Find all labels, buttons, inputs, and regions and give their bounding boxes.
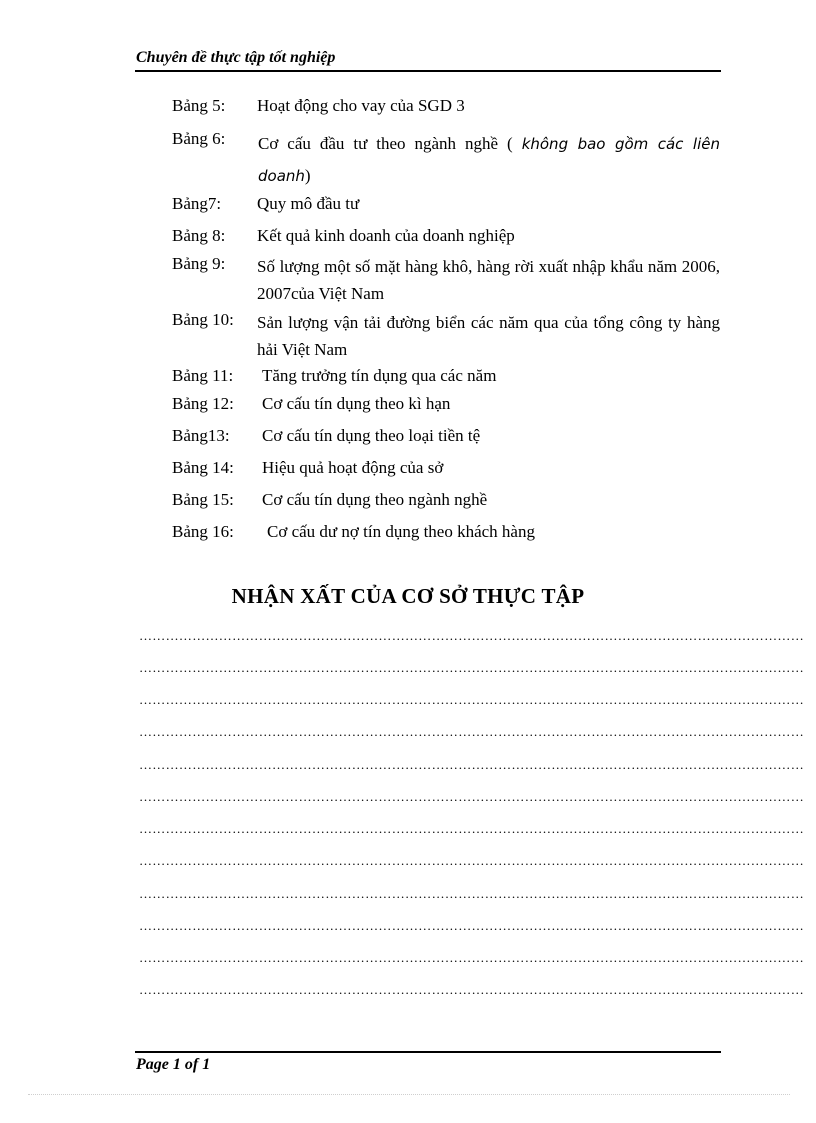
dotted-line: ……………………………………………………………………………………………………………………………………: [139, 757, 804, 772]
table-title: Cơ cấu đầu tư theo ngành nghề (: [258, 134, 513, 153]
dotted-line: ……………………………………………………………………………………………………………………………………: [139, 660, 804, 675]
table-label: Bảng 16:: [172, 522, 234, 541]
table-list-item: [172, 521, 720, 543]
table-list-item: [172, 225, 720, 247]
table-title: Quy mô đầu tư: [257, 194, 360, 213]
table-title: Số lượng một số mặt hàng khô, hàng rời xuất nhập khẩu năm 2006, 2007của Việt Nam: [257, 257, 720, 303]
page-number: Page 1 of 1: [136, 1056, 211, 1073]
table-label: Bảng 15:: [172, 490, 234, 509]
header-title: Chuyên đề thực tập tốt nghiệp: [136, 49, 336, 66]
table-list-item: [172, 489, 720, 511]
table-title: Cơ cấu tín dụng theo kì hạn: [262, 394, 451, 413]
table-list-item: [172, 193, 720, 215]
table-label: Bảng7:: [172, 194, 222, 213]
table-list-item: [172, 425, 720, 447]
table-label: Bảng 11:: [172, 366, 234, 385]
dotted-line: ……………………………………………………………………………………………………………………………………: [139, 724, 804, 739]
dotted-line: ……………………………………………………………………………………………………………………………………: [139, 628, 804, 643]
dotted-line: ……………………………………………………………………………………………………………………………………: [139, 692, 804, 707]
table-label: Bảng 14:: [172, 458, 234, 477]
table-title: Hoạt động cho vay của SGD 3: [257, 96, 465, 115]
table-label: Bảng 5:: [172, 96, 226, 115]
footer-rule: [135, 1051, 721, 1053]
section-title: NHẬN XẤT CỦA CƠ SỞ THỰC TẬP: [231, 584, 585, 608]
table-title-end: ): [304, 166, 311, 185]
table-title: Hiệu quả hoạt động của sở: [262, 458, 444, 477]
table-list-item: [172, 95, 720, 117]
table-label: Bảng 9:: [172, 254, 226, 273]
table-label: Bảng13:: [172, 426, 230, 445]
dotted-line: ……………………………………………………………………………………………………………………………………: [139, 918, 804, 933]
page-edge-divider: [28, 1094, 790, 1095]
table-list-item: [172, 309, 720, 359]
table-title: Cơ cấu tín dụng theo ngành nghề: [262, 490, 488, 509]
dotted-line: ……………………………………………………………………………………………………………………………………: [139, 886, 804, 901]
table-list-item: [172, 253, 720, 303]
table-title-italic: không bao gồm các liên doanh: [258, 135, 720, 185]
table-list-item: [172, 457, 720, 479]
dotted-line: ……………………………………………………………………………………………………………………………………: [139, 821, 804, 836]
table-label: Bảng 8:: [172, 226, 226, 245]
dotted-line: ……………………………………………………………………………………………………………………………………: [139, 853, 804, 868]
table-title: Cơ cấu dư nợ tín dụng theo khách hàng: [267, 522, 535, 541]
table-title: Cơ cấu tín dụng theo loại tiền tệ: [262, 426, 481, 445]
table-label: Bảng 12:: [172, 394, 234, 413]
dotted-line: ……………………………………………………………………………………………………………………………………: [139, 982, 804, 997]
page-header: [135, 48, 721, 72]
table-list-item: [172, 128, 720, 184]
table-list-item: [172, 365, 720, 387]
table-title: Sản lượng vận tải đường biển các năm qua của tổng công ty hàng hải Việt Nam: [257, 313, 720, 359]
table-title: Kết quả kinh doanh của doanh nghiệp: [257, 226, 515, 245]
dotted-line: ……………………………………………………………………………………………………………………………………: [139, 789, 804, 804]
table-title: Tăng trưởng tín dụng qua các năm: [262, 366, 497, 385]
table-label: Bảng 10:: [172, 310, 234, 329]
dotted-line: ……………………………………………………………………………………………………………………………………: [139, 950, 804, 965]
table-title-block: [258, 128, 720, 192]
table-list-item: [172, 393, 720, 415]
table-label: Bảng 6:: [172, 129, 226, 148]
